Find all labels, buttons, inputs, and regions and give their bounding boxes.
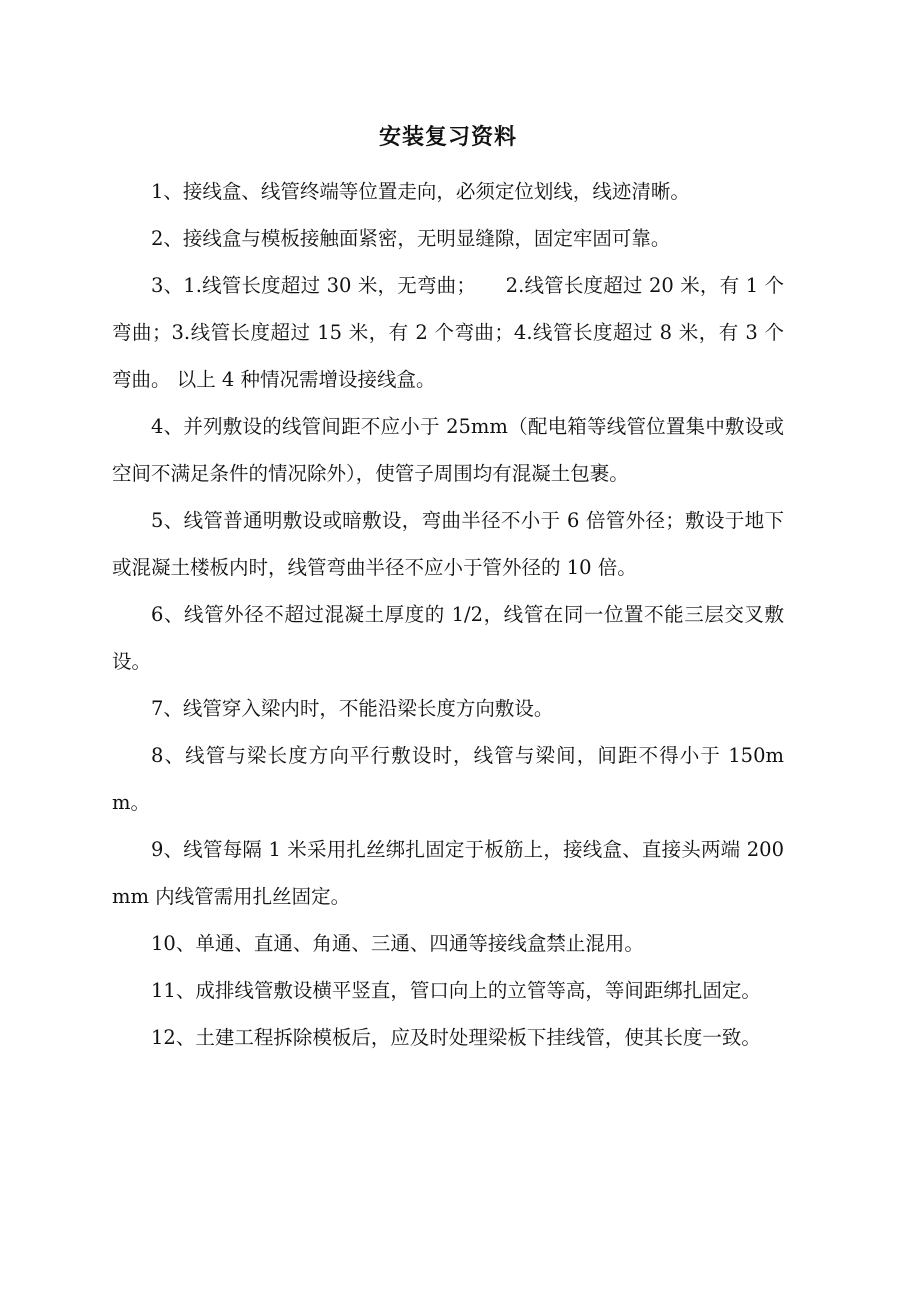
paragraph-6: 6、线管外径不超过混凝土厚度的 1/2，线管在同一位置不能三层交叉敷设。	[112, 603, 784, 673]
paragraph-1: 1、接线盒、线管终端等位置走向，必须定位划线，线迹清晰。	[151, 180, 690, 203]
paragraph-10: 10、单通、直通、角通、三通、四通等接线盒禁止混用。	[151, 932, 644, 955]
paragraph-7: 7、线管穿入梁内时，不能沿梁长度方向敷设。	[151, 697, 554, 720]
paragraph-2: 2、接线盒与模板接触面紧密，无明显缝隙，固定牢固可靠。	[151, 227, 671, 250]
page-title: 安装复习资料	[378, 124, 517, 150]
paragraph-4: 4、并列敷设的线管间距不应小于 25mm（配电箱等线管位置集中敷设或空间不满足条件的情况除外），使管子周围均有混凝土包裹。	[112, 415, 784, 485]
paragraph-8: 8、线管与梁长度方向平行敷设时，线管与梁间，间距不得小于 150mm。	[112, 744, 784, 814]
paragraph-5: 5、线管普通明敷设或暗敷设，弯曲半径不小于 6 倍管外径；敷设于地下或混凝土楼板内时，线管弯曲半径不应小于管外径的 10 倍。	[112, 509, 784, 579]
paragraph-9: 9、线管每隔 1 米采用扎丝绑扎固定于板筋上，接线盒、直接头两端 200mm 内线管需用扎丝固定。	[112, 838, 784, 908]
paragraph-12: 12、土建工程拆除模板后，应及时处理梁板下挂线管，使其长度一致。	[151, 1026, 761, 1049]
paragraph-11: 11、成排线管敷设横平竖直，管口向上的立管等高，等间距绑扎固定。	[151, 979, 761, 1002]
paragraph-3: 3、1.线管长度超过 30 米，无弯曲； 2.线管长度超过 20 米，有 1 个弯曲；3.线管长度超过 15 米，有 2 个弯曲；4.线管长度超过 8 米，有 3 个弯曲。 以上 4 种情况需增设接线盒。	[112, 274, 784, 391]
